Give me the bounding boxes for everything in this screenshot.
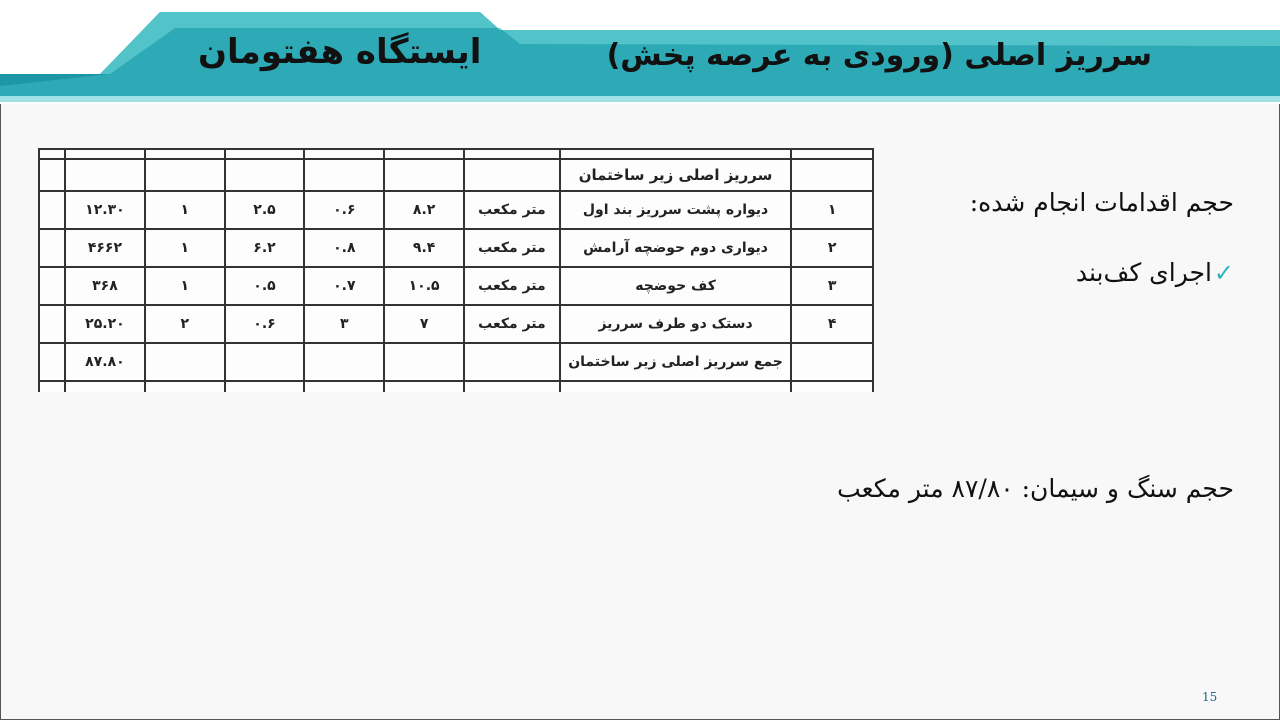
volume-table <box>38 148 874 392</box>
table-sum-value: ۸۷.۸۰ <box>65 343 145 381</box>
check-item-label: اجرای کف‌بند <box>1075 258 1212 287</box>
table-cell: متر مکعب <box>464 229 560 267</box>
table-cell: ۴ <box>791 305 873 343</box>
table-cell: ۳ <box>791 267 873 305</box>
table-cell: ۰.۶ <box>225 305 305 343</box>
table-cell: ۶.۲ <box>225 229 305 267</box>
table-cell: ۲ <box>791 229 873 267</box>
table-cell: ۱ <box>791 191 873 229</box>
page-number: 15 <box>1202 690 1218 704</box>
table-cell: متر مکعب <box>464 267 560 305</box>
table-cell: متر مکعب <box>464 305 560 343</box>
table-cell: کف حوضچه <box>560 267 791 305</box>
table-cell: ۸.۲ <box>384 191 464 229</box>
table-cell: ۲.۵ <box>225 191 305 229</box>
table-cell: ۰.۷ <box>304 267 384 305</box>
table-cell: ۱ <box>145 191 225 229</box>
table-cell: ۰.۶ <box>304 191 384 229</box>
table-cell: دیواره پشت سرریز بند اول <box>560 191 791 229</box>
table-cell: ۲ <box>145 305 225 343</box>
table-sum-label: جمع سرریز اصلی زیر ساختمان <box>560 343 791 381</box>
table-cell: ۳۶۸ <box>65 267 145 305</box>
table-row <box>39 381 873 392</box>
table-sum-row <box>39 343 873 381</box>
volume-line: حجم سنگ و سیمان: ۸۷/۸۰ متر مکعب <box>837 474 1234 503</box>
checkmark-icon: ✓ <box>1213 259 1234 287</box>
table-row <box>39 305 873 343</box>
table-cell: ۱ <box>145 267 225 305</box>
table-cell: ۱۰.۵ <box>384 267 464 305</box>
table-cell: متر مکعب <box>464 191 560 229</box>
table-cell: ۴۶۶۲ <box>65 229 145 267</box>
check-list-item <box>1076 258 1234 287</box>
table-row <box>39 149 873 159</box>
table-cell: ۷ <box>384 305 464 343</box>
table-section-title: سرریز اصلی زیر ساختمان <box>560 159 791 191</box>
table-row <box>39 229 873 267</box>
table-section-row <box>39 159 873 191</box>
actions-heading: حجم اقدامات انجام شده: <box>969 188 1234 217</box>
table-cell: ۰.۵ <box>225 267 305 305</box>
table-cell: ۱۲.۳۰ <box>65 191 145 229</box>
table-cell: ۰.۸ <box>304 229 384 267</box>
table-row <box>39 191 873 229</box>
table-cell: دیواری دوم حوضچه آرامش <box>560 229 791 267</box>
slide-title: سرریز اصلی (ورودی به عرصه پخش) <box>606 38 1152 73</box>
table-cell: دستک دو طرف سرریز <box>560 305 791 343</box>
table-row <box>39 267 873 305</box>
header-banner <box>0 0 1280 104</box>
station-name: ایستگاه هفتومان <box>198 32 482 72</box>
table-cell: ۱ <box>145 229 225 267</box>
table-cell: ۳ <box>304 305 384 343</box>
scanned-table-image <box>38 148 874 392</box>
table-cell: ۲۵.۲۰ <box>65 305 145 343</box>
table-cell: ۹.۴ <box>384 229 464 267</box>
